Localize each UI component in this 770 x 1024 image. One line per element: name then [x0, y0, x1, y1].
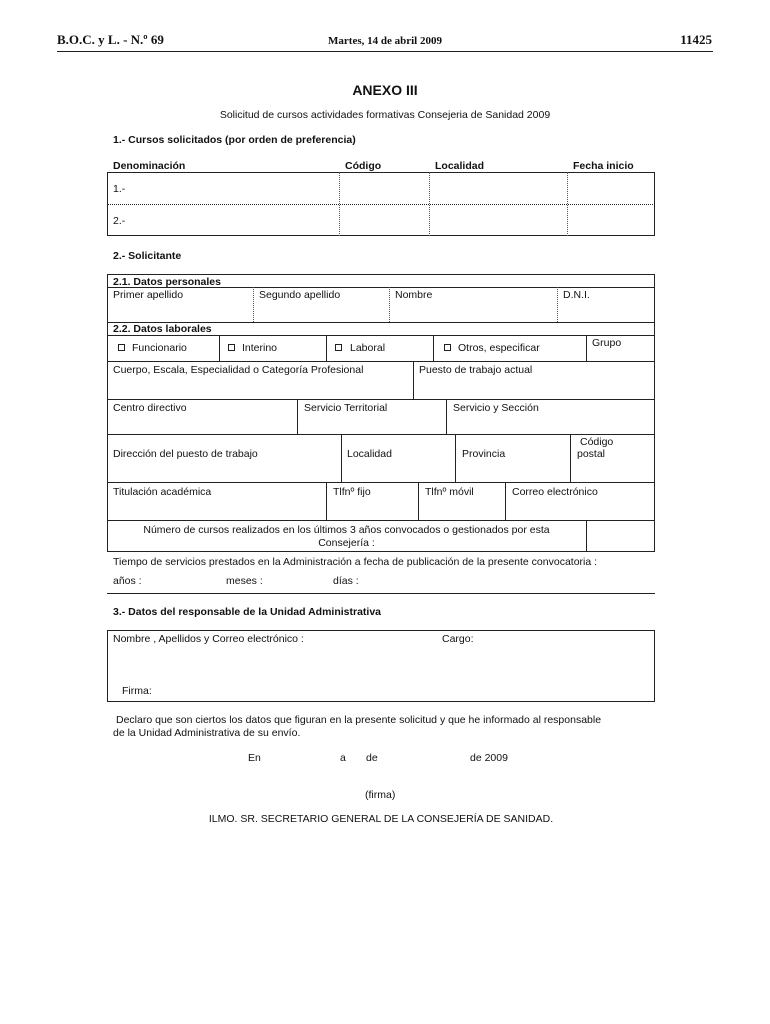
page-subtitle: Solicitud de cursos actividades formativas Consejeria de Sanidad 2009 [219, 109, 551, 121]
divider [455, 434, 456, 482]
divider [219, 335, 220, 361]
option-funcionario: Funcionario [132, 342, 187, 354]
divider [107, 335, 655, 336]
bulletin-date: Martes, 14 de abril 2009 [328, 35, 442, 47]
field-responsable-cargo[interactable]: Cargo: [442, 633, 474, 645]
place-label: En [248, 752, 261, 764]
field-codigo-postal-line1[interactable]: Código [580, 436, 614, 448]
laboral-data-heading: 2.2. Datos laborales [113, 323, 212, 335]
option-interino: Interino [242, 342, 278, 354]
field-responsable-nombre[interactable]: Nombre , Apellidos y Correo electrónico : [113, 633, 304, 645]
tiempo-servicios-label: Tiempo de servicios prestados en la Administración a fecha de publicación de la presente convocatoria : [113, 556, 598, 568]
divider [557, 287, 558, 322]
cursos-label-line2: Consejería : [318, 537, 375, 549]
courses-col-divider [429, 172, 430, 236]
otros-checkbox[interactable] [444, 344, 451, 351]
field-dni[interactable]: D.N.I. [563, 289, 590, 301]
field-anos[interactable]: años : [113, 575, 142, 587]
divider [107, 361, 655, 362]
field-correo[interactable]: Correo electrónico [512, 486, 598, 498]
laboral-checkbox[interactable] [335, 344, 342, 351]
page-title: ANEXO III [352, 82, 418, 98]
divider [107, 287, 655, 288]
divider [297, 399, 298, 434]
divider [107, 593, 655, 594]
field-titulacion[interactable]: Titulación académica [113, 486, 212, 498]
field-dias[interactable]: días : [333, 575, 359, 587]
divider [107, 482, 655, 483]
cursos-count-field[interactable] [587, 521, 654, 551]
section1-heading: 1.- Cursos solicitados (por orden de preferencia) [113, 134, 356, 146]
divider [341, 434, 342, 482]
bulletin-reference: B.O.C. y L. - N.º 69 [57, 32, 164, 47]
divider [389, 287, 390, 322]
page-number: 11425 [680, 32, 712, 47]
personal-data-heading: 2.1. Datos personales [113, 276, 221, 288]
course-row-2[interactable]: 2.- [113, 215, 126, 227]
field-provincia[interactable]: Provincia [462, 448, 506, 460]
divider [107, 520, 655, 521]
field-meses[interactable]: meses : [226, 575, 263, 587]
divider [253, 287, 254, 322]
courses-col-divider [567, 172, 568, 236]
field-direccion[interactable]: Dirección del puesto de trabajo [113, 448, 258, 460]
declaration-line2: de la Unidad Administrativa de su envío. [113, 727, 301, 739]
course-row-1[interactable]: 1.- [113, 183, 126, 195]
col-denominacion: Denominación [113, 160, 186, 172]
courses-col-divider [339, 172, 340, 236]
field-codigo-postal-line2: postal [577, 448, 606, 460]
field-localidad[interactable]: Localidad [347, 448, 392, 460]
field-primer-apellido[interactable]: Primer apellido [113, 289, 184, 301]
field-tlf-fijo[interactable]: Tlfnº fijo [333, 486, 371, 498]
divider [326, 482, 327, 520]
option-otros: Otros, especificar [458, 342, 540, 354]
cursos-label-line1: Número de cursos realizados en los últimos 3 años convocados o gestionados por esta [143, 524, 550, 536]
divider [107, 434, 655, 435]
field-tlf-movil[interactable]: Tlfnº móvil [425, 486, 474, 498]
funcionario-checkbox[interactable] [118, 344, 125, 351]
divider [107, 399, 655, 400]
divider [446, 399, 447, 434]
field-responsable-firma[interactable]: Firma: [122, 685, 152, 697]
divider [570, 434, 571, 482]
section3-heading: 3.- Datos del responsable de la Unidad Administrativa [113, 606, 382, 618]
field-nombre[interactable]: Nombre [395, 289, 433, 301]
divider [505, 482, 506, 520]
header-rule [57, 51, 713, 52]
field-grupo[interactable]: Grupo [592, 337, 622, 349]
addressee: ILMO. SR. SECRETARIO GENERAL DE LA CONSEJERÍA DE SANIDAD. [208, 813, 554, 825]
field-servicio-seccion[interactable]: Servicio y Sección [453, 402, 539, 414]
year-label: de 2009 [470, 752, 508, 764]
divider [326, 335, 327, 361]
col-codigo: Código [345, 160, 382, 172]
col-localidad: Localidad [435, 160, 485, 172]
day-label: a [340, 752, 346, 764]
field-centro-directivo[interactable]: Centro directivo [113, 402, 187, 414]
divider [418, 482, 419, 520]
divider [413, 361, 414, 399]
field-puesto[interactable]: Puesto de trabajo actual [419, 364, 533, 376]
section2-heading: 2.- Solicitante [113, 250, 182, 262]
col-fecha-inicio: Fecha inicio [573, 160, 634, 172]
field-segundo-apellido[interactable]: Segundo apellido [259, 289, 341, 301]
declaration-line1: Declaro que son ciertos los datos que figuran en la presente solicitud y que he informado al responsable [116, 714, 602, 726]
divider [586, 335, 587, 361]
option-laboral: Laboral [350, 342, 386, 354]
divider [433, 335, 434, 361]
signature-label[interactable]: (firma) [365, 789, 396, 801]
interino-checkbox[interactable] [228, 344, 235, 351]
field-cuerpo[interactable]: Cuerpo, Escala, Especialidad o Categoría Profesional [113, 364, 364, 376]
field-servicio-territorial[interactable]: Servicio Territorial [304, 402, 388, 414]
courses-row-divider [107, 204, 655, 205]
month-label: de [366, 752, 378, 764]
